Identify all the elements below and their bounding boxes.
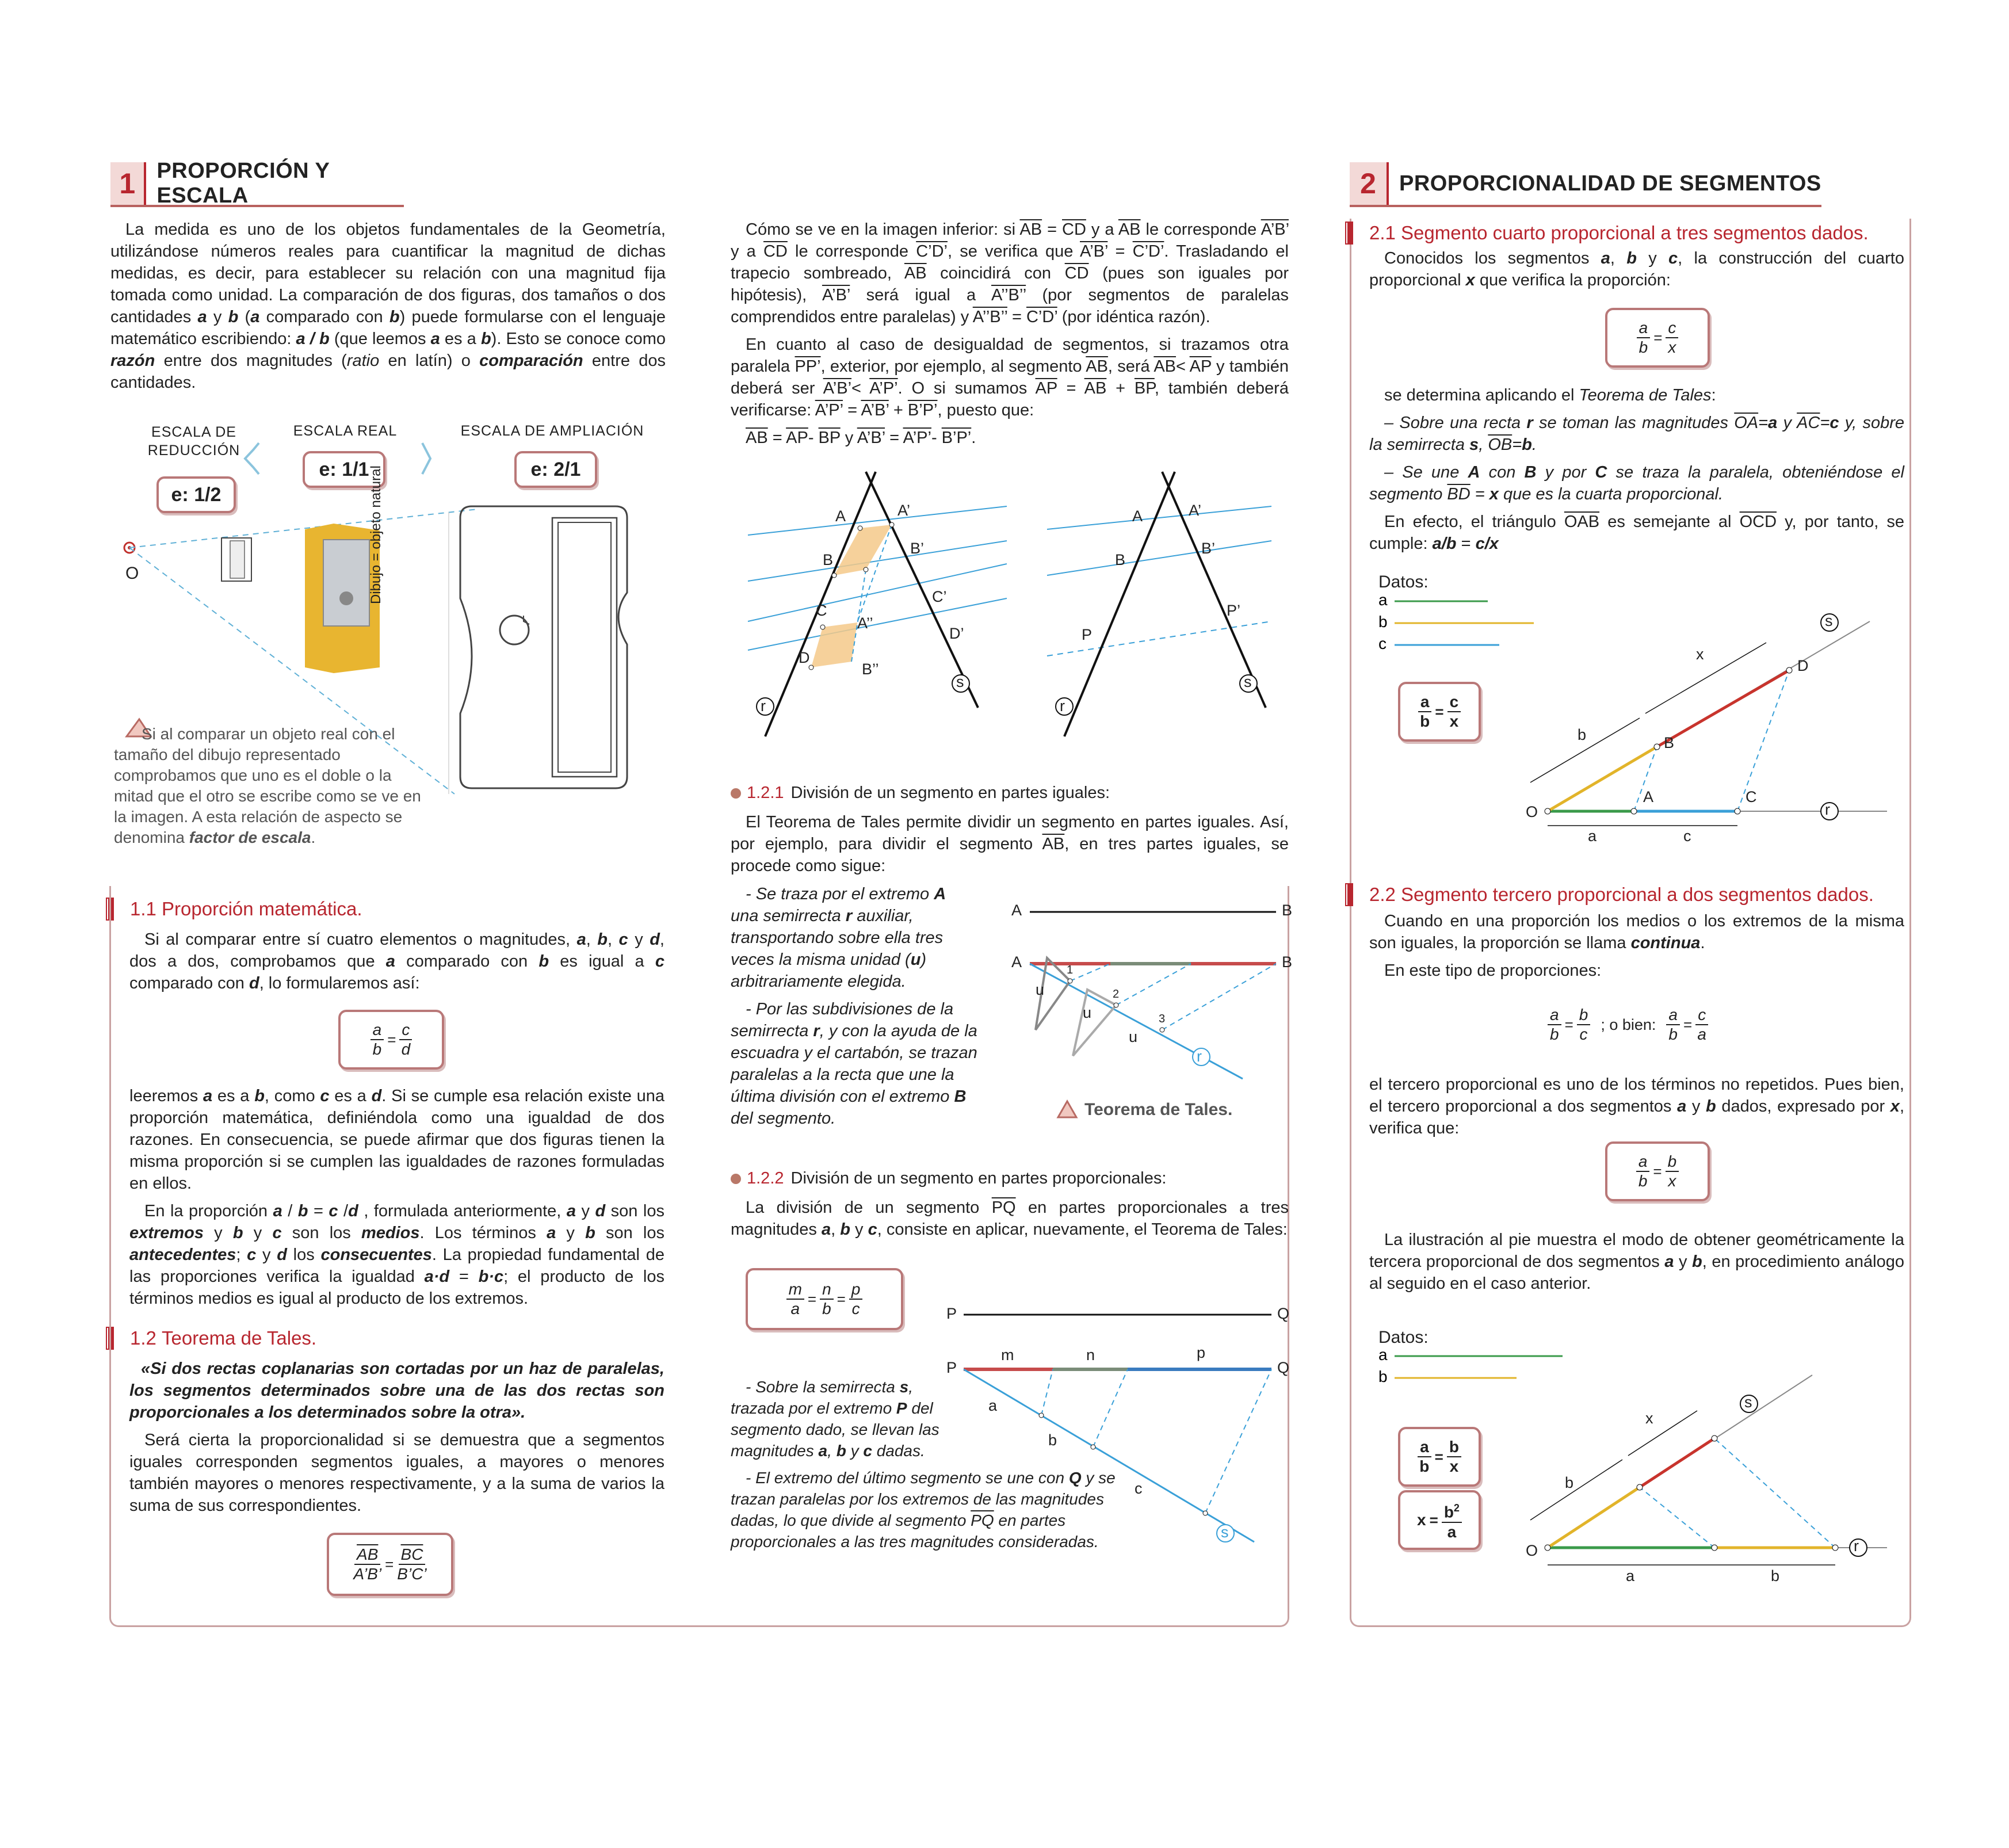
scale-box-real: e: 1/1 — [303, 451, 385, 488]
subsection-number: 2.1 — [1369, 222, 1396, 243]
s122-steps: - Sobre la semirrecta s, trazada por el extremo P del segmento dado, se llevan las magnitudes a, b y c dadas. - El extremo del último segmento se une con Q y se trazan paralelas por los extremos de las magnitudes dadas, lo que divide al segmento $\overline{PQ}$ en partes proporcionales a las tres magnitudes consideradas. — [731, 1378, 1116, 1551]
obien-text: ; o bien: — [1601, 1015, 1656, 1033]
formula-m-n-p: $\frac{m}{a}$ = $\frac{n}{b}$ = $\frac{p}{c}$ — [746, 1268, 903, 1330]
fig2-labels: A A’ B B’ P P’ r s — [1060, 502, 1252, 715]
section-number: 2 — [1350, 162, 1389, 205]
svg-text:b: b — [1378, 613, 1388, 631]
label-escala-reduccion: ESCALA DE REDUCCIÓN — [147, 424, 240, 459]
subsection-number: 2.2 — [1369, 884, 1396, 905]
subsection-1-2-1-title — [731, 784, 1110, 803]
formula-x-b2-a: x = $\frac{b^2}{a}$ — [1398, 1490, 1481, 1550]
fourth-proportional-labels: O A C B D r s a c b x — [1526, 612, 1833, 845]
s22-paragraph-2: el tercero proporcional es uno de los términos no repetidos. Pues bien, el tercero proporcional a dos segmentos a y b dados, expresado por x, verifica que: — [1369, 1075, 1904, 1137]
section-title: PROPORCIÓN Y ESCALA — [156, 159, 330, 208]
s22-paragraph: Cuando en una proporción los medios o los extremos de la misma son iguales, la proporción se llama continua. En este tipo de proporciones: — [1369, 912, 1904, 980]
section-number: 1 — [110, 162, 146, 205]
section-title: PROPORCIONALIDAD DE SEGMENTOS — [1399, 171, 1821, 196]
figure-caption-tales: Teorema de Tales. — [1084, 1100, 1233, 1119]
formula-a-b-c-d: $\frac{a}{b}$ = $\frac{c}{d}$ — [338, 1010, 444, 1070]
scale-caption: Si al comparar un objeto real con el tamaño del dibujo representado comprobamos que uno es el doble o la mitad que el otro se escribe como se ve en la imagen. A esta relación de aspecto se denomina factor de escala. — [114, 725, 421, 846]
bullet-dot — [731, 788, 741, 799]
subsection-number: 1.2 — [130, 1327, 156, 1349]
formula-a-b-b-x: $\frac{a}{b}$ = $\frac{b}{x}$ — [1605, 1141, 1710, 1201]
division-prop-labels: P Q P Q m n p a b c s — [946, 1305, 1290, 1541]
label-escala-real: ESCALA REAL — [293, 423, 398, 439]
col2-intro: Cómo se ve en la imagen inferior: si $\overline{AB} = \overline{CD}$ y a $\overline{AB}$ le corresponde A’B’ y a $\overline{CD}$ le corresponde C’D’, se verifica que A’B’ = C’D’. Trasladando el trapecio sombreado, $\overline{AB}$ coincidirá con $\overline{CD}$ (pues son iguales por hipótesis), A’B’ será igual a A’’B’’ (por segmentos de paralelas comprendidos entre paralelas) y A’’B’’ = C’D’ (por idéntica razón). En cuanto al caso de desigualdad de segmentos, si trazamos otra paralela PP’, exterior, por ejemplo, al segmento $\overline{AB}$, será $\overline{AB}< \overline{AP}$ y también deberá ser A’B’< A’P’. O si sumamos $\overline{AP} = \overline{AB} + \overline{BP}$, también deberá verificarse: A’P’ = A’B’ + B’P’, puesto que: $\overline{AB} = \overline{AP}-$ $\overline{BP}$ y A’B’ = A’P’- B’P’. — [731, 220, 1289, 447]
subsection-2-1-title — [1345, 222, 1869, 245]
division-equal-labels: A B A B u u u 1 2 3 r — [1011, 902, 1293, 1065]
s11-paragraph-2: leeremos a es a b, como c es a d. Si se cumple esa relación existe una proporción matemática, definiéndola como una igualdad de dos razones. En consecuencia, se puede afirmar que dos figuras tienen la misma proporción si se cumplen las igualdades de razones formuladas en ellos. En la proporción a / b = c /d , formulada anteriormente, a y d son los extremos y b y c son los medios. Los términos a y b son los antecedentes; c y d los consecuentes. La propiedad fundamental de las proporciones verifica la igualdad a·d = b·c; el producto de los términos medios es igual al producto de los extremos. — [129, 1087, 665, 1308]
subsection-text: Teorema de Tales. — [162, 1327, 317, 1349]
s21-paragraph: Conocidos los segmentos a, b y c, la construcción del cuarto proporcional x que verifica la proporción: — [1369, 249, 1904, 289]
label-escala-ampliacion: ESCALA DE AMPLIACIÓN — [460, 423, 644, 439]
formula-a-b-b-x-bold: $\frac{a}{b}$ = $\frac{b}{x}$ — [1398, 1427, 1481, 1487]
subsection-text: Proporción matemática. — [162, 898, 362, 919]
section-2-header — [1350, 162, 1821, 207]
s12-paragraph: «Si dos rectas coplanarias son cortadas por un haz de paralelas, los segmentos determinados sobre una de las dos rectas son proporcionales a los determinados sobre la otra». Será cierta la proporcionalidad si se demuestra que a segmentos iguales corresponden segmentos iguales, a mayores o menores también mayores o menores respectivamente, y a la suma de varios la suma de sus correspondientes. — [129, 1360, 664, 1515]
warning-triangle-icon — [1056, 1099, 1079, 1120]
third-proportional-labels: O r s a b b x — [1526, 1393, 1859, 1584]
formula-a-b-c-x-bold: $\frac{a}{b}$ = $\frac{c}{x}$ — [1398, 682, 1481, 742]
s22-paragraph-3: La ilustración al pie muestra el modo de obtener geométricamente la tercera proporcional de dos segmentos a y b, en procedimiento análogo al seguido en el caso anterior. — [1369, 1231, 1904, 1293]
intro-paragraph: La medida es uno de los objetos fundamentales de la Geometría, utilizándose números reales para cuantificar la magnitud de dichas medidas, es decir, para establecer su relación con una magnitud fija tomada como unidad. La comparación de dos figuras, dos tamaños o dos cantidades a y b (a comparado con b) puede formularse con el lenguaje matemático escribiendo: a / b (que leemos a es a b). Esto se conoce como razón entre dos magnitudes (ratio en latín) o comparación entre dos cantidades. — [110, 220, 666, 392]
datos-label-2: Datos: — [1378, 1328, 1429, 1347]
s21-steps: se determina aplicando el Teorema de Tales: – Sobre una recta r se toman las magnitudes $\overline{OA}=a$ y $\overline{AC}=c$ y, sobre la semirrecta s, $\overline{OB}=b$. – Se une A con B y por C se traza la paralela, obteniéndose el segmento $\overline{BD} = x$ que es la cuarta proporcional. En efecto, el triángulo $\overline{OAB}$ es semejante al $\overline{OCD}$ y, por tanto, se cumple: a/b = c/x — [1369, 386, 1905, 553]
vertical-label: Dibujo = objeto natural — [368, 465, 384, 604]
formula-a-b-c-x: $\frac{a}{b}$ = $\frac{c}{x}$ — [1605, 308, 1710, 368]
subsection-text: Segmento tercero proporcional a dos segmentos dados. — [1401, 884, 1874, 905]
s122-paragraph: La división de un segmento $\overline{PQ}$ en partes proporcionales a tres magnitudes a, b y c, consiste en aplicar, nuevamente, el Teorema de Tales: — [731, 1198, 1289, 1239]
subsection-2-2-title — [1345, 883, 1874, 906]
formula-thales: $\frac{\overline{AB}}{A’B’}$ = $\frac{\overline{BC}}{B’C’}$ — [327, 1533, 453, 1596]
fig1-labels: A A’ B B’ C C’ A’’ D D’ B’’ r s — [761, 502, 964, 715]
svg-text:a: a — [1378, 1347, 1388, 1364]
svg-text:b: b — [1378, 1368, 1388, 1385]
subsection-number: 1.2.2 — [747, 1169, 784, 1188]
datos-label-1: Datos: — [1378, 572, 1429, 591]
subsection-marker — [1345, 222, 1353, 245]
subsection-text: División de un segmento en partes iguales: — [790, 784, 1110, 802]
section-1-header — [110, 159, 404, 208]
subsection-1-2-2-title — [731, 1169, 1166, 1188]
subsection-number: 1.2.1 — [747, 784, 784, 802]
svg-text:a: a — [1378, 593, 1388, 609]
origin-label: O — [125, 564, 139, 583]
subsection-marker — [1345, 883, 1353, 906]
scale-box-reduction: e: 1/2 — [156, 476, 236, 513]
s11-paragraph: Si al comparar entre sí cuatro elementos o magnitudes, a, b, c y d, dos a dos, comprobamos que a comparado con b es igual a c comparado con d, lo formularemos así: — [129, 930, 664, 992]
formula-continuous: $\frac{a}{b}$ = $\frac{b}{c}$ ; o bien: $\frac{a}{b}$ = $\frac{c}{a}$ — [1548, 1006, 1708, 1044]
bullet-dot — [731, 1174, 741, 1184]
subsection-number: 1.1 — [130, 898, 156, 919]
svg-text:c: c — [1378, 635, 1387, 652]
scale-box-ampliacion: e: 2/1 — [514, 451, 597, 488]
s121-paragraph: El Teorema de Tales permite dividir un segmento en partes iguales. Así, por ejemplo, para dividir el segmento $\overline{AB}$, en tres partes iguales, se procede como sigue: — [731, 813, 1289, 875]
subsection-text: Segmento cuarto proporcional a tres segmentos dados. — [1401, 222, 1869, 243]
s121-steps: - Se traza por el extremo A una semirrecta r auxiliar, transportando sobre ella tres veces la misma unidad (u) arbitrariamente elegida. - Por las subdivisiones de la semirrecta r, y con la ayuda de la escuadra y el cartabón, se trazan paralelas a la recta que une la última división con el extremo B del segmento. — [731, 885, 977, 1128]
subsection-text: División de un segmento en partes proporcionales: — [790, 1169, 1167, 1188]
